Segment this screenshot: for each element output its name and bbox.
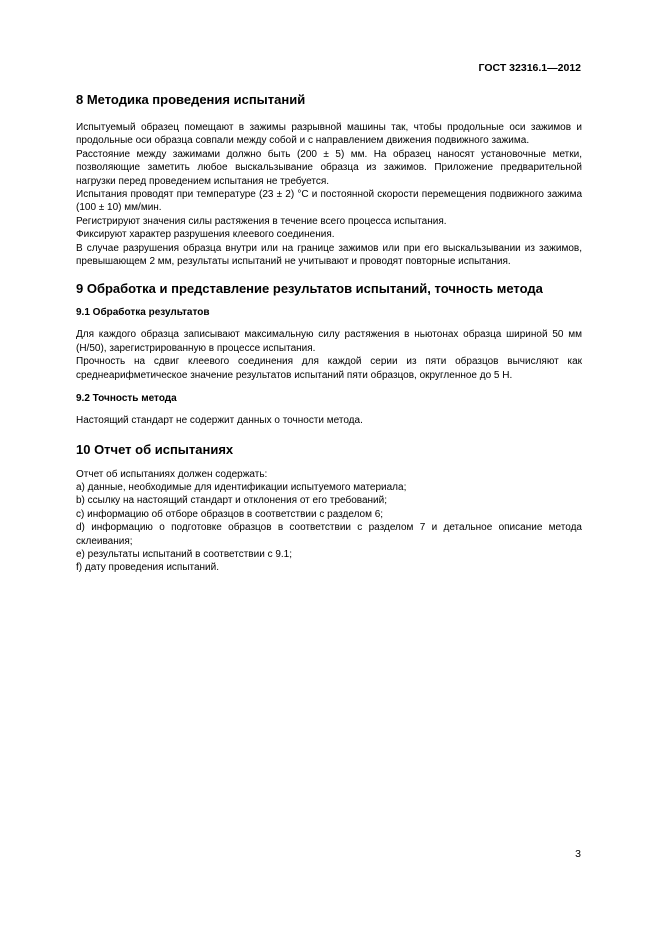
section-8-paragraph-3: Испытания проводят при температуре (23 ± 2) °С и постоянной скорости перемещения подвижного зажима (100 ± 10) мм/мин. [76, 189, 582, 214]
report-item-c: с) информацию об отборе образцов в соответствии с разделом 6; [76, 508, 384, 520]
section-10-intro: Отчет об испытаниях должен содержать: [76, 468, 268, 480]
report-item-a: а) данные, необходимые для идентификации испытуемого материала; [76, 481, 407, 493]
page-content [76, 90, 582, 575]
report-item-b: b) ссылку на настоящий стандарт и отклонения от его требований; [76, 495, 387, 507]
section-8-paragraph-6: В случае разрушения образца внутри или на границе зажимов или при его выскальзывании из зажимов, превышающем 2 мм, результаты испытаний не учитывают и проводят повторные испытания. [76, 242, 582, 268]
section-9-1-title: 9.1 Обработка результатов [76, 307, 210, 319]
section-9-1-paragraph-1: Для каждого образца записывают максимальную силу растяжения в ньютонах образца шириной 50 мм (Н/50), зарегистрированную в процессе испытания. [76, 329, 582, 354]
page-number: 3 [575, 848, 581, 860]
section-9-2-title: 9.2 Точность метода [76, 393, 177, 405]
report-item-e: е) результаты испытаний в соответствии с 9.1; [76, 548, 293, 560]
report-item-f: f) дату проведения испытаний. [76, 562, 220, 574]
report-item-d: d) информацию о подготовке образцов в соответствии с разделом 7 и детальное описание метода склеивания; [76, 522, 582, 547]
section-9-title: 9 Обработка и представление результатов испытаний, точность метода [76, 281, 543, 297]
section-10-title: 10 Отчет об испытаниях [76, 441, 234, 457]
section-8-paragraph-4: Регистрируют значения силы растяжения в течение всего процесса испытания. [76, 215, 447, 227]
section-8-paragraph-5: Фиксируют характер разрушения клеевого соединения. [76, 229, 335, 241]
section-9-1-paragraph-2: Прочность на сдвиг клеевого соединения для каждой серии из пяти образцов вычисляют как среднеарифметическое значение результатов испытаний пяти образцов, округленное до 5 Н. [76, 356, 582, 381]
section-8-paragraph-1: Испытуемый образец помещают в зажимы разрывной машины так, чтобы продольные оси зажимов и продольные оси образца совпали между собой и с направлением движения подвижного зажима. [76, 122, 582, 147]
section-9-2-paragraph-1: Настоящий стандарт не содержит данных о точности метода. [76, 415, 363, 427]
document-id: ГОСТ 32316.1—2012 [478, 62, 581, 74]
section-8-paragraph-2: Расстояние между зажимами должно быть (200 ± 5) мм. На образец наносят установочные метки, позволяющие заметить любое выскальзывание образца из зажимов. Приложение предварительной нагрузки перед проведением испытания не требуется. [76, 148, 582, 187]
section-8-title: 8 Методика проведения испытаний [76, 92, 306, 107]
